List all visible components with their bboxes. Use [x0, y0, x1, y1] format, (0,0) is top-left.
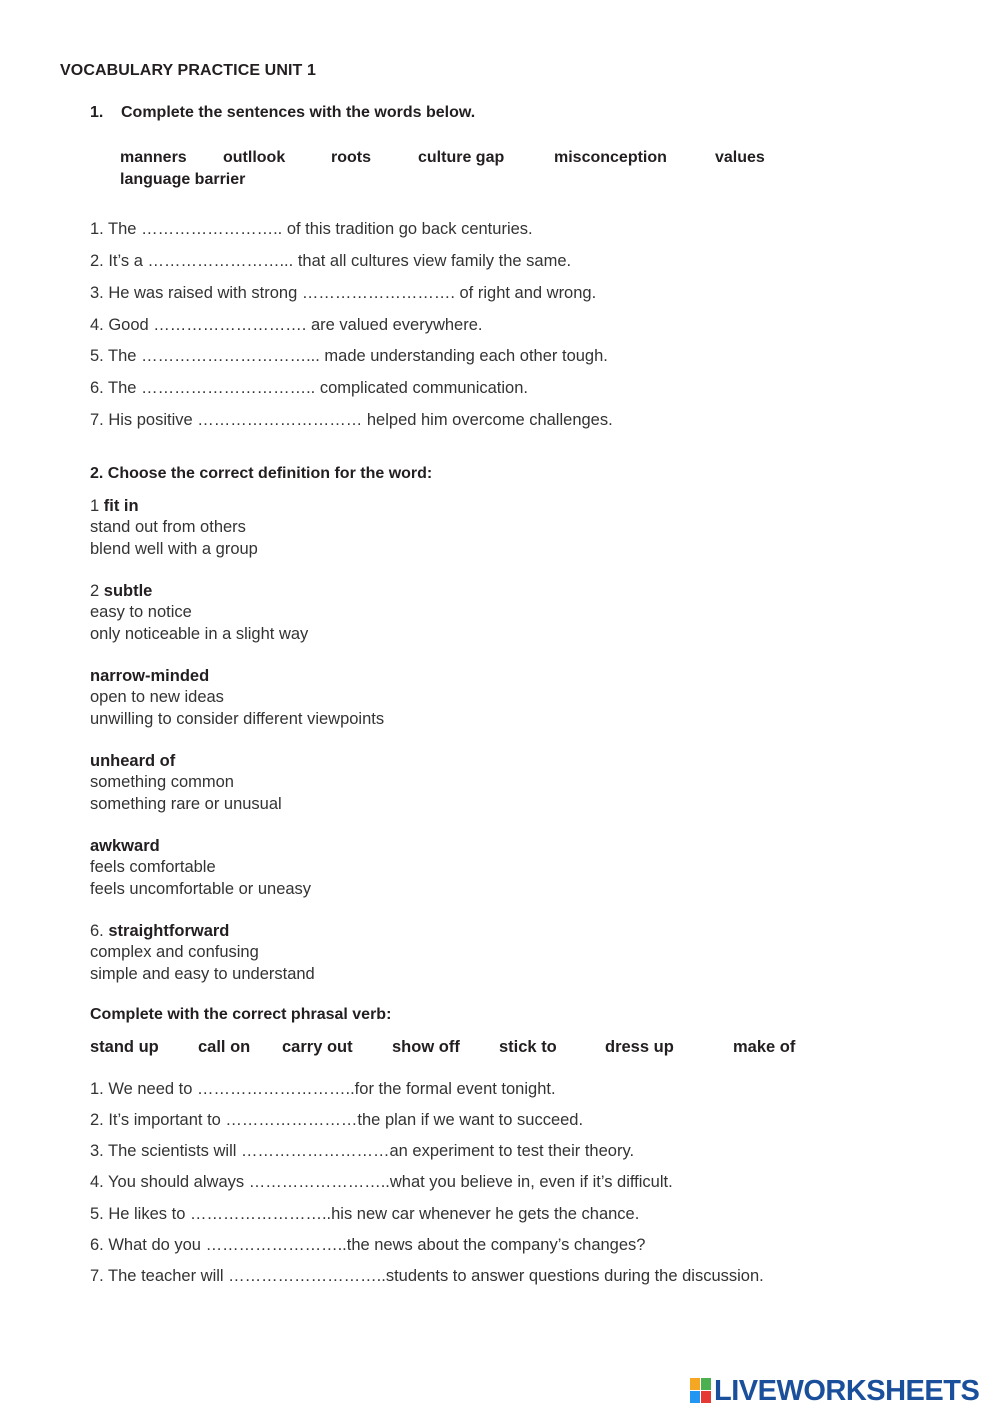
- word-bank-item: language barrier: [120, 171, 246, 188]
- definition-item: [90, 496, 258, 560]
- definition-option[interactable]: easy to notice: [90, 603, 192, 622]
- definition-item: [90, 751, 282, 815]
- section1-heading-text: Complete the sentences with the words below.: [121, 104, 476, 121]
- exercise-sentence: 1. We need to ………………………..for the formal event tonight.: [90, 1080, 556, 1098]
- definition-word: awkward: [90, 837, 160, 855]
- definition-prefix: 2: [90, 582, 104, 600]
- definition-option[interactable]: only noticeable in a slight way: [90, 624, 309, 643]
- definition-prefix: 6.: [90, 922, 109, 940]
- definition-option[interactable]: feels comfortable: [90, 858, 216, 877]
- exercise-sentence: 2. It’s a ……………………... that all cultures view family the same.: [90, 252, 572, 270]
- definition-option[interactable]: complex and confusing: [90, 943, 259, 962]
- section1-number: 1.: [90, 104, 104, 121]
- definition-word: unheard of: [90, 752, 176, 770]
- exercise-sentence: 5. He likes to ……………………..his new car whenever he gets the chance.: [90, 1205, 640, 1223]
- logo-text: LIVEWORKSHEETS: [714, 1374, 980, 1407]
- definition-prefix: 1: [90, 497, 104, 515]
- word-bank-item: values: [715, 149, 765, 166]
- definition-option[interactable]: feels uncomfortable or uneasy: [90, 879, 312, 898]
- section3-heading: Complete with the correct phrasal verb:: [90, 1006, 392, 1023]
- word-bank-item: culture gap: [418, 149, 505, 166]
- page-title: VOCABULARY PRACTICE UNIT 1: [60, 62, 316, 79]
- exercise-sentence: 3. The scientists will ………………………an experiment to test their theory.: [90, 1142, 635, 1160]
- definition-option[interactable]: simple and easy to understand: [90, 964, 315, 983]
- word-bank-item: stand up: [90, 1038, 159, 1056]
- definition-item: [90, 666, 384, 730]
- logo-square-icon: [701, 1378, 711, 1390]
- definition-option[interactable]: something common: [90, 773, 234, 792]
- exercise-sentence: 6. What do you ……………………..the news about the company’s changes?: [90, 1236, 646, 1254]
- word-bank-item: show off: [392, 1038, 460, 1056]
- definition-option[interactable]: unwilling to consider different viewpoints: [90, 709, 385, 728]
- section2-heading: 2. Choose the correct definition for the word:: [90, 465, 433, 482]
- exercise-sentence: 6. The ………………………….. complicated communication.: [90, 379, 528, 397]
- word-bank-item: carry out: [282, 1038, 353, 1056]
- exercise-sentence: 2. It’s important to ……………………the plan if we want to succeed.: [90, 1111, 584, 1129]
- logo-square-icon: [701, 1391, 711, 1403]
- definition-option[interactable]: open to new ideas: [90, 688, 224, 707]
- word-bank-item: stick to: [499, 1038, 557, 1056]
- exercise-sentence: 7. The teacher will ………………………..students to answer questions during the discussion.: [90, 1267, 764, 1285]
- exercise-sentence: 3. He was raised with strong ………………………. of right and wrong.: [90, 284, 597, 302]
- exercise-sentence: 4. Good ………………………. are valued everywhere.: [90, 316, 483, 334]
- word-bank-item: dress up: [605, 1038, 674, 1056]
- word-bank-item: misconception: [554, 149, 667, 166]
- exercise-sentence: 5. The …………………………... made understanding each other tough.: [90, 347, 608, 365]
- logo-square-icon: [690, 1378, 700, 1390]
- exercise-sentence: 7. His positive ………………………… helped him overcome challenges.: [90, 411, 613, 429]
- definition-word: fit in: [103, 497, 139, 515]
- definition-word: straightforward: [108, 922, 230, 940]
- word-bank-item: manners: [120, 149, 187, 166]
- exercise-sentence: 4. You should always ……………………..what you believe in, even if it’s difficult.: [90, 1173, 673, 1191]
- exercise-sentence: 1. The …………………….. of this tradition go back centuries.: [90, 220, 533, 238]
- word-bank-item: outllook: [223, 149, 286, 166]
- liveworksheets-logo-icon: [690, 1378, 712, 1404]
- definition-word: narrow-minded: [90, 667, 210, 685]
- word-bank-item: roots: [331, 149, 371, 166]
- word-bank-item: call on: [198, 1038, 251, 1056]
- definition-item: [90, 921, 315, 985]
- section1-heading: [90, 104, 475, 122]
- definition-item: [90, 836, 311, 900]
- definition-word: subtle: [103, 582, 153, 600]
- definition-option[interactable]: blend well with a group: [90, 539, 258, 558]
- word-bank-item: make of: [733, 1038, 796, 1056]
- definition-option[interactable]: stand out from others: [90, 518, 246, 537]
- liveworksheets-logo[interactable]: [690, 1374, 979, 1408]
- definition-item: [90, 581, 308, 645]
- section3-word-bank: [90, 1038, 850, 1060]
- logo-square-icon: [690, 1391, 700, 1403]
- definition-option[interactable]: something rare or unusual: [90, 794, 282, 813]
